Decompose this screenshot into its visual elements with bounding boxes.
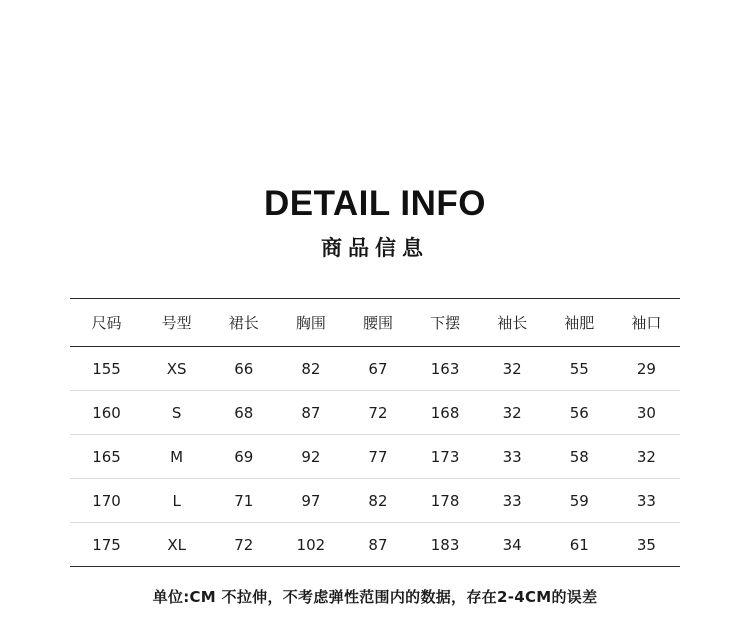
cell-hem: 163 <box>412 346 479 390</box>
table-header-row <box>70 298 680 346</box>
cell-skirt-length: 68 <box>210 390 277 434</box>
column-header-cuff: 袖口 <box>613 298 680 346</box>
cell-cuff: 29 <box>613 346 680 390</box>
cell-model: XL <box>143 522 210 566</box>
cell-skirt-length: 71 <box>210 478 277 522</box>
cell-sleeve-length: 32 <box>479 390 546 434</box>
cell-size: 155 <box>70 346 143 390</box>
cell-cuff: 33 <box>613 478 680 522</box>
table-header <box>70 298 680 346</box>
cell-bust: 97 <box>277 478 344 522</box>
cell-size: 160 <box>70 390 143 434</box>
table-row <box>70 346 680 390</box>
title-english: DETAIL INFO <box>264 184 486 223</box>
cell-model: S <box>143 390 210 434</box>
cell-cuff: 30 <box>613 390 680 434</box>
column-header-skirt-length: 裙长 <box>210 298 277 346</box>
table-row <box>70 522 680 566</box>
table-row <box>70 434 680 478</box>
page-title <box>0 0 750 262</box>
cell-hem: 173 <box>412 434 479 478</box>
cell-waist: 77 <box>344 434 411 478</box>
cell-hem: 168 <box>412 390 479 434</box>
column-header-sleeve-length: 袖长 <box>479 298 546 346</box>
cell-waist: 87 <box>344 522 411 566</box>
column-header-sleeve-width: 袖肥 <box>546 298 613 346</box>
cell-bust: 87 <box>277 390 344 434</box>
cell-sleeve-length: 33 <box>479 478 546 522</box>
cell-waist: 82 <box>344 478 411 522</box>
cell-skirt-length: 69 <box>210 434 277 478</box>
cell-skirt-length: 66 <box>210 346 277 390</box>
cell-size: 170 <box>70 478 143 522</box>
cell-sleeve-width: 58 <box>546 434 613 478</box>
cell-waist: 67 <box>344 346 411 390</box>
cell-bust: 92 <box>277 434 344 478</box>
table-body <box>70 346 680 566</box>
cell-model: XS <box>143 346 210 390</box>
cell-sleeve-width: 61 <box>546 522 613 566</box>
column-header-waist: 腰围 <box>344 298 411 346</box>
size-table <box>70 298 680 567</box>
measurement-note: 单位:CM 不拉伸，不考虑弹性范围内的数据，存在2-4CM的误差 <box>152 587 598 606</box>
table-row <box>70 478 680 522</box>
cell-sleeve-length: 34 <box>479 522 546 566</box>
cell-bust: 102 <box>277 522 344 566</box>
cell-bust: 82 <box>277 346 344 390</box>
cell-size: 165 <box>70 434 143 478</box>
cell-model: L <box>143 478 210 522</box>
cell-cuff: 35 <box>613 522 680 566</box>
cell-hem: 183 <box>412 522 479 566</box>
cell-sleeve-width: 56 <box>546 390 613 434</box>
cell-waist: 72 <box>344 390 411 434</box>
size-table-wrapper <box>70 298 680 567</box>
cell-sleeve-length: 33 <box>479 434 546 478</box>
cell-sleeve-length: 32 <box>479 346 546 390</box>
cell-sleeve-width: 59 <box>546 478 613 522</box>
cell-sleeve-width: 55 <box>546 346 613 390</box>
cell-hem: 178 <box>412 478 479 522</box>
cell-size: 175 <box>70 522 143 566</box>
column-header-hem: 下摆 <box>412 298 479 346</box>
cell-model: M <box>143 434 210 478</box>
cell-cuff: 32 <box>613 434 680 478</box>
cell-skirt-length: 72 <box>210 522 277 566</box>
column-header-model: 号型 <box>143 298 210 346</box>
column-header-bust: 胸围 <box>277 298 344 346</box>
table-row <box>70 390 680 434</box>
title-chinese: 商品信息 <box>321 235 429 260</box>
column-header-size: 尺码 <box>70 298 143 346</box>
